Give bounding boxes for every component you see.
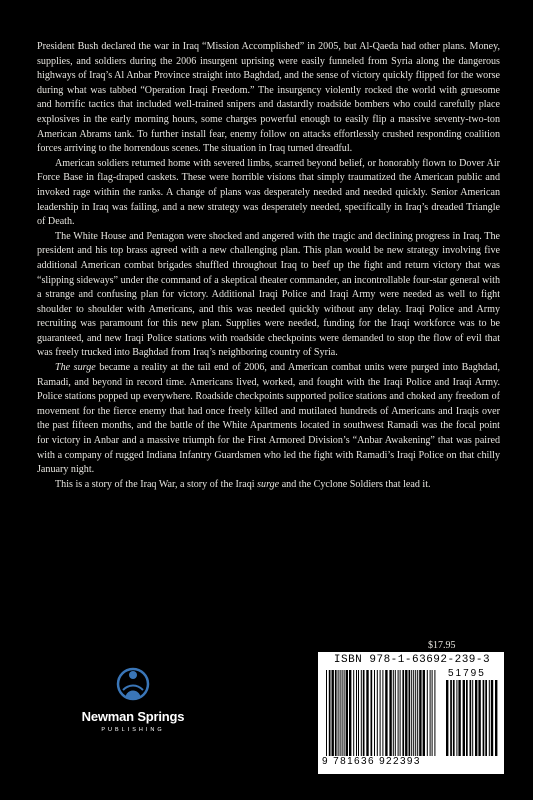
paragraph-4: [37, 361, 500, 478]
ean-digits: 9 781636 922393: [322, 756, 421, 767]
barcode-panel: [318, 652, 504, 774]
closing-before: This is a story of the Iraq War, a story of the Iraqi: [55, 478, 258, 490]
back-cover-blurb: [37, 40, 500, 492]
isbn-text: ISBN 978-1-63692-239-3: [333, 654, 491, 666]
surge-body: became a reality at the tail end of 2006, and American combat units were purged into Baghdad, Ramadi, and beyond in record time. Americans lived, worked, and fought with the Iraqi Police and Iraqi Army. Police stations popped up everywhere. Roadside checkpoints supported police stations and choked any freedom of movement for the fierce enemy that had once freely killed and mutilated hundreds of Americans and Iraqis over the past fifteen months, and the battle of the White Apartments located in southwest Ramadi was the focal point for victory in Anbar and a massive triumph for the First Armored Division’s “Anbar Awakening” that was paired with a company of rugged Indiana Infantry Guardsmen who led the fight with Ramadi’s Iraqi Police on that chilly January night.: [37, 362, 500, 476]
closing-italic: surge: [257, 478, 280, 490]
paragraph-2: American soldiers returned home with severed limbs, scarred beyond belief, or honorably flown to Dover Air Force Base in flag-draped caskets. These were horrible visions that simply traumatized the American public and invoked rage within the ranks. A change of plans was desperately needed and needed quickly. Senior American leadership in Iraq was failing, and a new strategy was desperately needed, specifically in Iraq’s dreaded Triangle of Death.: [37, 157, 500, 228]
addon-barcode: [446, 680, 498, 756]
paragraph-3: The White House and Pentagon were shocked and angered with the tragic and declining progress in Iraq. The president and his top brass agreed with a new challenging plan. This plan would be new strategy involving five additional American combat brigades shuffled throughout Iraq to beef up the fight and return victory that was “slipping sideways” under the command of a skeptical theater commander, an incontrollable four-star general with a strange and confusing plan for victory. Additional Iraqi Police and Iraqi Army were needed as well to fight shoulder to shoulder with Americans, and this was needed quickly without any delay. Iraqi Police and Army recruiting was paramount for this new plan. Supplies were needed, funding for the Iraqi workforce was to be guaranteed, and new Iraqi Police stations with roadside checkpoints were demanded to stop the flow of evil that was freely trucked into Baghdad from Iraq’s neighboring country of Syria.: [37, 230, 500, 359]
closing-after: and the Cyclone Soldiers that lead it.: [279, 478, 431, 490]
publisher-name: Newman Springs: [81, 709, 185, 724]
publisher-subtitle: PUBLISHING: [101, 727, 165, 733]
price-label: $17.95: [428, 640, 456, 651]
paragraph-5: [37, 478, 500, 493]
publisher-logo: [78, 662, 188, 752]
ean-barcode: [326, 670, 438, 756]
surge-italic: The surge: [55, 362, 96, 374]
figure-circle-icon: [115, 662, 151, 706]
addon-text: 51795: [448, 668, 486, 679]
paragraph-1: President Bush declared the war in Iraq “Mission Accomplished” in 2005, but Al-Qaeda had other plans. Money, supplies, and soldiers during the 2006 insurgent uprising were easily funneled from Syria along the dangerous highways of Iraq’s Al Anbar Province straight into Baghdad, and the sense of victory quickly flipped for the worse during what was tabbed “Operation Iraqi Freedom.” The insurgency violently rocked the world with gruesome and horrific tactics that included well-trained snipers and dastardly roadside bombers who could carefully place explosives in the early morning hours, some charges powerful enough to easily flip a massive seventy-two-ton American Abrams tank. To further install fear, enemy follow on attacks effortlessly crushed responding coalition forces arriving to the horrendous scenes. The situation in Iraq turned dreadful.: [37, 41, 500, 155]
